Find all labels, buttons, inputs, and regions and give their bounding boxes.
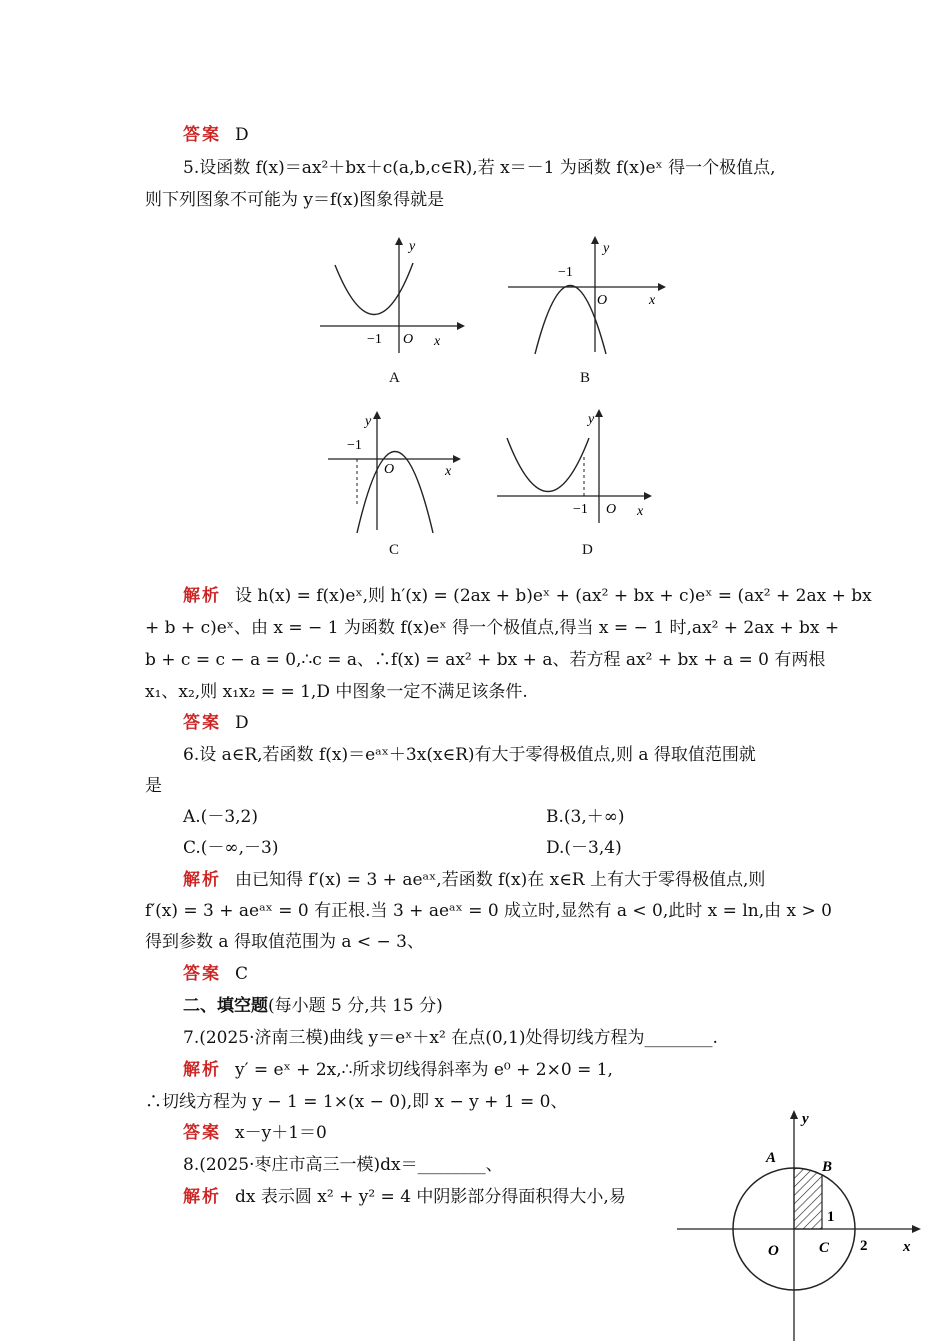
q6-option-d: D.(－3,4) [546,838,622,858]
q5-stem-line2: 则下列图象不可能为 y＝f(x)图象得就是 [145,190,445,210]
q8-analysis-line1 [183,1186,626,1208]
point-c-label: C [819,1240,830,1256]
answer-value: C [235,964,249,984]
q6-analysis-line3: 得到参数 a 得取值范围为 a < − 3、 [145,932,424,952]
caption-d: D [582,542,593,558]
origin-label: O [768,1243,779,1259]
section-title: 二、填空题 [183,996,268,1016]
q5-analysis-line2: + b + c)eˣ、由 x = − 1 为函数 f(x)eˣ 得一个极值点,得当 x = − 1 时,ax² + 2ax + bx + [145,618,840,638]
prev-answer-line [183,124,249,146]
q5-graph-d [494,405,659,530]
origin-label: O [384,462,395,477]
y-axis-label: y [365,414,372,429]
y-axis-label: y [802,1111,809,1127]
caption-c: C [389,542,400,558]
x-axis-label: x [445,464,452,479]
q5-graph-c [325,405,465,535]
q7-stem: 7.(2025·济南三模)曲线 y＝eˣ＋x² 在点(0,1)处得切线方程为________. [183,1028,718,1048]
analysis-label: 解析 [183,870,221,890]
analysis-label: 解析 [183,1187,221,1207]
origin-label: O [403,332,414,347]
x-axis-label: x [637,504,644,519]
origin-label: O [597,293,608,308]
y-axis-label: y [588,412,595,427]
q8-circle-figure [672,1105,927,1344]
analysis-label: 解析 [183,1060,221,1080]
x-axis-label: x [434,334,441,349]
origin-label: O [606,502,617,517]
analysis-text: y′ = eˣ + 2x,∴所求切线得斜率为 e⁰ + 2×0 = 1, [235,1060,613,1080]
q6-option-c: C.(－∞,－3) [183,838,279,858]
x-axis-label: x [649,293,656,308]
q5-stem-line1: 5.设函数 f(x)＝ax²＋bx＋c(a,b,c∈R),若 x＝－1 为函数 f(x)eˣ 得一个极值点, [183,158,776,178]
analysis-label: 解析 [183,586,221,606]
section-heading [183,995,443,1017]
q8-stem: 8.(2025·枣庄市高三一模)dx＝________、 [183,1155,503,1175]
point-b-label: B [822,1159,833,1175]
length-one-label: 1 [827,1209,835,1225]
q6-stem-line2: 是 [145,776,162,796]
analysis-text: dx 表示圆 x² + y² = 4 中阴影部分得面积得大小,易 [235,1187,626,1207]
answer-label: 答案 [183,964,221,984]
q6-analysis-line1 [183,869,765,891]
q7-answer-line [183,1122,327,1144]
q7-analysis-line1 [183,1059,613,1081]
caption-b: B [580,370,591,386]
answer-label: 答案 [183,125,221,145]
neg-one-label: −1 [367,332,382,347]
q6-answer-line [183,963,248,985]
neg-one-label: −1 [347,438,362,453]
q6-option-b: B.(3,＋∞) [546,807,625,827]
q6-analysis-line2: f′(x) = 3 + aeᵃˣ = 0 有正根.当 3 + aeᵃˣ = 0 成立时,显然有 a < 0,此时 x = ln,由 x > 0 [145,901,832,921]
q6-stem-line1: 6.设 a∈R,若函数 f(x)＝eᵃˣ＋3x(x∈R)有大于零得极值点,则 a 得取值范围就 [183,745,756,765]
y-axis-label: y [409,239,416,254]
q5-answer-line [183,712,249,734]
q5-analysis-line3: b + c = c − a = 0,∴c = a、∴f(x) = ax² + bx + a、若方程 ax² + bx + a = 0 有两根 [145,650,826,670]
answer-value: D [235,125,249,145]
radius-two-label: 2 [860,1238,868,1254]
answer-label: 答案 [183,713,221,733]
q7-analysis-line2: ∴切线方程为 y − 1 = 1×(x − 0),即 x − y + 1 = 0、 [145,1092,568,1112]
point-a-label: A [766,1150,777,1166]
analysis-text: 设 h(x) = f(x)eˣ,则 h′(x) = (2ax + b)eˣ + (ax² + bx + c)eˣ = (ax² + 2ax + bx [235,586,872,606]
neg-one-label: −1 [573,502,588,517]
q5-analysis-line4: x₁、x₂,则 x₁x₂ = = 1,D 中图象一定不满足该条件. [145,682,528,702]
analysis-text: 由已知得 f′(x) = 3 + aeᵃˣ,若函数 f(x)在 x∈R 上有大于零得极值点,则 [235,870,766,890]
answer-label: 答案 [183,1123,221,1143]
answer-value: D [235,713,249,733]
q5-analysis-line1 [183,585,872,607]
q5-graph-b [503,232,668,357]
y-axis-label: y [603,241,610,256]
neg-one-label: −1 [558,265,573,280]
caption-a: A [389,370,400,386]
q6-option-a: A.(－3,2) [183,807,258,827]
section-note: (每小题 5 分,共 15 分) [268,996,443,1016]
x-axis-label: x [903,1239,911,1255]
answer-value: x－y＋1＝0 [235,1123,327,1143]
q5-graph-a [315,235,465,360]
